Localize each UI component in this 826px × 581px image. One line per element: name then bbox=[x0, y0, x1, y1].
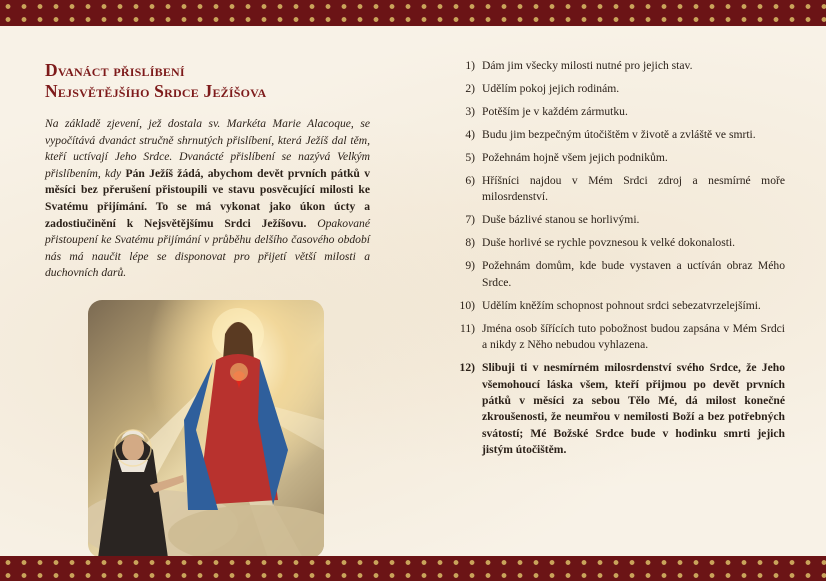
promise-item bbox=[455, 235, 785, 251]
promise-number: 3) bbox=[465, 105, 475, 118]
promise-text: Duše bázlivé stanou se horlivými. bbox=[482, 213, 640, 227]
promise-item bbox=[455, 81, 785, 97]
promise-item bbox=[455, 258, 785, 291]
promise-item bbox=[455, 173, 785, 206]
promise-text: Požehnám hojně všem jejich podnikům. bbox=[482, 151, 668, 164]
promise-text: Slibuji ti v nesmírném milosrdenství svého Srdce, že Jeho všemohoucí láska všem, kteří přijmou po devět prvních pátků v měsíci za sebou Tělo Mé, dá milost konečné zkroušenosti, že neumřou v nemilosti Boží a bez potřebných svátostí; Mé Božské Srdce bude v hodinku smrti jejich jistým útočištěm. bbox=[482, 361, 785, 457]
intro-paragraph bbox=[45, 116, 370, 282]
promise-text: Potěším je v každém zármutku. bbox=[482, 105, 628, 118]
promise-number: 5) bbox=[465, 151, 475, 164]
promise-text: Hříšníci najdou v Mém Srdci zdroj a nesmírné moře milosrdenství. bbox=[482, 174, 785, 204]
bottom-ornament-band bbox=[0, 556, 826, 581]
promise-text: Udělím pokoj jejich rodinám. bbox=[482, 82, 620, 95]
intro-italic-1: Na základě zjevení, jež dostala sv. Markéta Marie Alacoque, se vypočítává dvanáct stručně shrnutých přislíbení, která Ježíš dal těm, kteří uctívají Jeho Srdce. Dvanácté přislíbení se nazývá Velkým přislíbením, kdy bbox=[45, 117, 370, 180]
promise-number: 10) bbox=[459, 298, 475, 312]
promise-item bbox=[455, 298, 785, 314]
promise-text: Budu jim bezpečným útočištěm v životě a zvláště ve smrti. bbox=[482, 128, 756, 141]
promise-item-great bbox=[455, 360, 785, 458]
top-ornament-band bbox=[0, 0, 826, 26]
promise-text: Duše horlivé se rychle povznesou k velké dokonalosti. bbox=[482, 236, 736, 250]
intro-italic-2: Opakované přistoupení ke Svatému přijímání v průběhu delšího časového období nás má naučit lépe se disponovat pro přijetí větší milosti a duchovních darů. bbox=[45, 216, 370, 280]
promise-number: 6) bbox=[465, 174, 475, 187]
brochure-spread bbox=[0, 26, 826, 556]
promise-item bbox=[455, 150, 785, 166]
promise-text: Požehnám domům, kde bude vystaven a uctíván obraz Mého Srdce. bbox=[482, 259, 785, 289]
left-column bbox=[45, 60, 370, 282]
intro-bold: Pán Ježíš žádá, abychom devět prvních pátků v měsíci bez přerušení přistoupili ve stavu posvěcující milosti ke Svatému přijímání. To se má vykonat jako úkon úcty a zadostiučinění k Nejsvětějšímu Srdci Ježíšovu. bbox=[45, 166, 370, 230]
sacred-heart-illustration bbox=[88, 300, 324, 558]
promise-text: Udělím kněžím schopnost pohnout srdci sebezatvrzelejšími. bbox=[482, 298, 761, 312]
promise-text: Jména osob šířících tuto pobožnost budou zapsána v Mém Srdci a nikdy z Něho nebudou vyhlazena. bbox=[482, 321, 785, 352]
promise-text: Dám jim všecky milosti nutné pro jejich stav. bbox=[482, 59, 693, 72]
promise-item bbox=[455, 104, 785, 120]
promise-item bbox=[455, 212, 785, 228]
promise-number: 11) bbox=[459, 321, 475, 335]
promise-number: 2) bbox=[465, 82, 475, 95]
promises-list bbox=[455, 58, 785, 465]
promise-number: 1) bbox=[465, 59, 475, 72]
sacred-heart-image bbox=[88, 300, 324, 558]
title-line-1: Dvanáct přislíbení bbox=[45, 60, 185, 80]
promise-number: 8) bbox=[465, 236, 475, 250]
promise-item bbox=[455, 58, 785, 74]
promise-number: 12) bbox=[459, 361, 475, 375]
promise-item bbox=[455, 321, 785, 354]
page-title bbox=[45, 60, 370, 102]
promise-number: 9) bbox=[465, 259, 475, 273]
promise-item bbox=[455, 127, 785, 143]
promise-number: 4) bbox=[465, 128, 475, 141]
promise-number: 7) bbox=[465, 213, 475, 227]
title-line-2: Nejsvětějšího Srdce Ježíšova bbox=[45, 81, 267, 101]
